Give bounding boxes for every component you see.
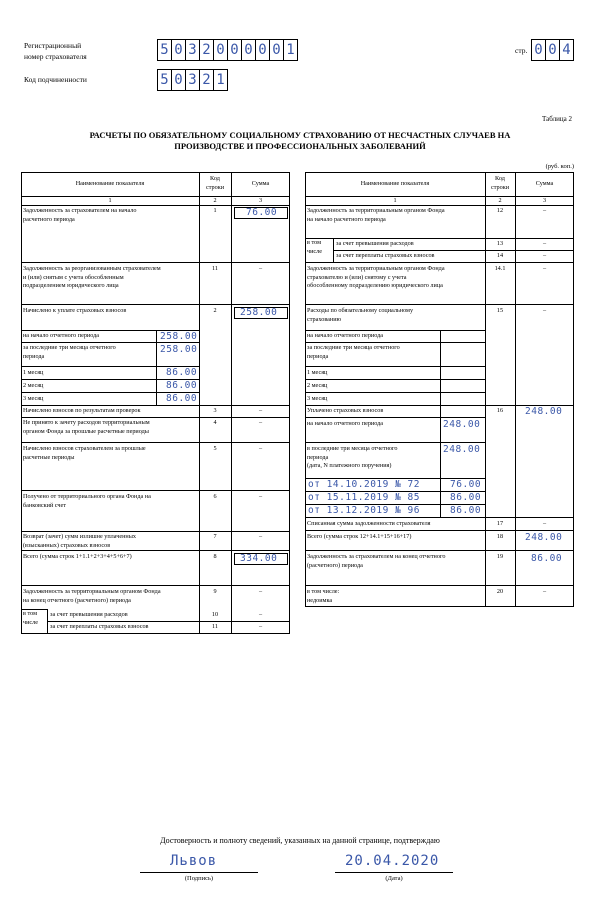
row-13-label: за счет превышения расходов bbox=[336, 240, 414, 247]
row-16-code: 16 bbox=[496, 407, 504, 414]
row-6-label: Получено от территориального органа Фонда на банковский счет bbox=[23, 493, 151, 509]
col-number: 3 bbox=[258, 197, 263, 204]
reg-digit: 0 bbox=[270, 40, 284, 60]
row-17-label: Списанная сумма задолженности страхователя bbox=[307, 520, 431, 527]
row-14-1-code: 14.1 bbox=[494, 265, 506, 272]
row-14-code: 14 bbox=[496, 252, 504, 259]
row-14-1-value[interactable]: – bbox=[542, 265, 547, 272]
row-19-label: Задолженность за страхователем на конец отчетного (расчетного) периода bbox=[307, 553, 446, 569]
row-18-value[interactable]: 248.00 bbox=[525, 532, 563, 543]
row-12-code: 12 bbox=[496, 207, 504, 214]
row-3-label: Начислено взносов по результатам проверок bbox=[23, 407, 141, 414]
row-16-start-value[interactable]: 248.00 bbox=[443, 419, 481, 430]
page-title: РАСЧЕТЫ ПО ОБЯЗАТЕЛЬНОМУ СОЦИАЛЬНОМУ СТРАХОВАНИЮ ОТ НЕСЧАСТНЫХ СЛУЧАЕВ НА ПРОИЗВОДСТВЕ И ПРОФЕССИОНАЛЬНЫХ ЗАБОЛЕВАНИЙ bbox=[89, 130, 511, 151]
month-1-label: 1 месяц bbox=[307, 369, 328, 376]
row-2-label: Начислено к уплате страховых взносов bbox=[23, 307, 127, 314]
page-label: стр. bbox=[515, 46, 528, 55]
col-code-header: Код строки bbox=[490, 175, 510, 191]
reg-digit: 3 bbox=[186, 40, 200, 60]
sub-digit: 1 bbox=[216, 72, 225, 88]
payment-order-1-value[interactable]: 76.00 bbox=[450, 479, 482, 490]
month-2-value[interactable]: 86.00 bbox=[166, 380, 198, 391]
row-16-value[interactable]: 248.00 bbox=[525, 406, 563, 417]
row-2-last3-label: за последние три месяца отчетного периода bbox=[23, 344, 116, 360]
signature[interactable]: Львов bbox=[170, 853, 218, 869]
month-2-label: 2 месяц bbox=[307, 382, 328, 389]
row-16-start-label: на начало отчетного периода bbox=[307, 420, 384, 427]
row-14-label: за счет переплаты страховых взносов bbox=[336, 252, 435, 259]
row-16-last3-value[interactable]: 248.00 bbox=[443, 444, 481, 455]
row-12-value[interactable]: – bbox=[542, 207, 547, 214]
row-1-1-label: Задолженность за реорганизованным страхователем и (или) снятым с учета обособленным подразделением юридического лица bbox=[23, 265, 161, 289]
sub-code-label: Код подчиненности bbox=[24, 75, 87, 84]
sub-code-field[interactable] bbox=[157, 69, 228, 91]
row-1-value[interactable]: 76.00 bbox=[246, 207, 278, 218]
row-20-label: в том числе: недоимка bbox=[307, 588, 340, 604]
row-17-code: 17 bbox=[496, 520, 504, 527]
col-number: 1 bbox=[108, 197, 112, 204]
row-13-value[interactable]: – bbox=[542, 240, 547, 247]
row-19-code: 19 bbox=[496, 553, 504, 560]
col-sum-header: Сумма bbox=[535, 180, 554, 187]
row-5-code: 5 bbox=[213, 445, 217, 452]
row-1-1-code: 11 bbox=[212, 265, 218, 272]
page-digit: 0 bbox=[546, 40, 560, 60]
month-1-label: 1 месяц bbox=[23, 369, 44, 376]
row-19-value[interactable]: 86.00 bbox=[531, 553, 563, 564]
row-20-code: 20 bbox=[496, 588, 504, 595]
col-code-header: Код строки bbox=[205, 175, 225, 191]
row-5-value[interactable]: – bbox=[258, 445, 263, 452]
row-10-code: 10 bbox=[211, 611, 219, 618]
row-5-label: Начислено взносов страхователем за прошлые расчетные периоды bbox=[23, 445, 146, 461]
reg-number-label: Регистрационный номер страхователя bbox=[24, 41, 87, 61]
sub-digit: 3 bbox=[186, 70, 200, 90]
row-10-value[interactable]: – bbox=[258, 611, 263, 618]
unit-label: (руб. коп.) bbox=[545, 163, 574, 170]
row-8-value[interactable]: 334.00 bbox=[240, 553, 278, 564]
date-field[interactable]: 20.04.2020 bbox=[345, 853, 440, 869]
reg-digit: 0 bbox=[256, 40, 270, 60]
row-9-value[interactable]: – bbox=[258, 588, 263, 595]
row-13-code: 13 bbox=[496, 240, 504, 247]
row-12-label: Задолженность за территориальным органом Фонда на начало расчетного периода bbox=[307, 207, 445, 223]
row-7-code: 7 bbox=[213, 533, 217, 540]
date-label: (Дата) bbox=[385, 875, 403, 882]
col-number: 2 bbox=[498, 197, 502, 204]
row-1-code: 1 bbox=[213, 207, 217, 214]
row-16-last3-label: в последние три месяца отчетного периода (дата, N платежного поручения) bbox=[307, 445, 398, 469]
row-6-value[interactable]: – bbox=[258, 493, 263, 500]
payment-order-1[interactable]: от 14.10.2019 № 72 bbox=[308, 479, 420, 490]
row-15-last3-label: за последние три месяца отчетного периода bbox=[307, 344, 400, 360]
row-8-label: Всего (сумма строк 1+1.1+2+3+4+5+6+7) bbox=[23, 553, 132, 560]
row-11-code: 11 bbox=[212, 623, 218, 630]
payment-order-3-value[interactable]: 86.00 bbox=[450, 505, 482, 516]
row-18-code: 18 bbox=[496, 533, 504, 540]
reg-digit: 2 bbox=[200, 40, 214, 60]
col-number: 1 bbox=[393, 197, 397, 204]
col-number: 3 bbox=[542, 197, 547, 204]
row-8-code: 8 bbox=[213, 553, 217, 560]
row-3-value[interactable]: – bbox=[258, 407, 263, 414]
row-2-start-label: на начало отчетного периода bbox=[23, 332, 100, 339]
row-9-code: 9 bbox=[213, 588, 217, 595]
row-4-label: Не принято к зачету расходов территориальным органом Фонда за прошлые расчетные периоды bbox=[23, 419, 150, 435]
table-number: Таблица 2 bbox=[542, 115, 572, 123]
row-7-value[interactable]: – bbox=[258, 533, 263, 540]
page-number-field[interactable] bbox=[531, 39, 574, 61]
row-6-code: 6 bbox=[213, 493, 217, 500]
sub-digit: 2 bbox=[200, 70, 214, 90]
row-7-label: Возврат (зачет) сумм излишне уплаченных (взысканных) страховых взносов bbox=[23, 533, 136, 549]
row-2-last3-value[interactable]: 258.00 bbox=[160, 344, 198, 355]
month-3-value[interactable]: 86.00 bbox=[166, 393, 198, 404]
page-digit: 0 bbox=[532, 40, 546, 60]
row-3-code: 3 bbox=[213, 407, 217, 414]
reg-digit: 0 bbox=[172, 40, 186, 60]
row-1-label: Задолженность за страхователем на начало расчетного периода bbox=[23, 207, 137, 223]
row-4-code: 4 bbox=[213, 419, 217, 426]
reg-digit: 0 bbox=[228, 40, 242, 60]
signature-label: (Подпись) bbox=[184, 875, 214, 882]
page-digit: 4 bbox=[562, 42, 571, 58]
row-20-value[interactable]: – bbox=[542, 588, 547, 595]
month-3-label: 3 месяц bbox=[307, 395, 328, 402]
row-2-code: 2 bbox=[213, 307, 217, 314]
confirmation-text: Достоверность и полноту сведений, указанных на данной странице, подтверждаю bbox=[160, 836, 440, 845]
row-14-value[interactable]: – bbox=[542, 252, 547, 259]
row-15-code: 15 bbox=[496, 307, 504, 314]
reg-number-field[interactable] bbox=[157, 39, 298, 61]
reg-digit: 0 bbox=[214, 40, 228, 60]
row-2-value[interactable]: 258.00 bbox=[240, 307, 278, 318]
col-number: 2 bbox=[213, 197, 217, 204]
row-9-label: Задолженность за территориальным органом Фонда на конец отчетного (расчетного) периода bbox=[23, 588, 161, 604]
col-sum-header: Сумма bbox=[251, 180, 270, 187]
payment-order-2-value[interactable]: 86.00 bbox=[450, 492, 482, 503]
month-2-label: 2 месяц bbox=[23, 382, 44, 389]
row-10-label: за счет превышения расходов bbox=[50, 611, 128, 618]
including-label: в том числе bbox=[23, 610, 39, 626]
payment-order-3[interactable]: от 13.12.2019 № 96 bbox=[308, 505, 420, 516]
row-2-start-value[interactable]: 258.00 bbox=[160, 331, 198, 342]
month-1-value[interactable]: 86.00 bbox=[166, 367, 198, 378]
reg-digit: 5 bbox=[158, 40, 172, 60]
col-name-header: Наименование показателя bbox=[75, 180, 145, 187]
col-name-header: Наименование показателя bbox=[360, 180, 430, 187]
row-17-value[interactable]: – bbox=[542, 520, 547, 527]
row-18-label: Всего (сумма строк 12+14.1+15+16+17) bbox=[307, 533, 412, 540]
reg-digit: 1 bbox=[286, 42, 295, 58]
sub-digit: 0 bbox=[172, 70, 186, 90]
including-label: в том числе bbox=[307, 239, 323, 255]
reg-digit: 0 bbox=[242, 40, 256, 60]
row-15-start-label: на начало отчетного периода bbox=[307, 332, 384, 339]
row-4-value[interactable]: – bbox=[258, 419, 263, 426]
sub-digit: 5 bbox=[158, 70, 172, 90]
row-11-value[interactable]: – bbox=[258, 623, 263, 630]
row-1-1-value[interactable]: – bbox=[258, 265, 263, 272]
row-15-value[interactable]: – bbox=[542, 307, 547, 314]
month-3-label: 3 месяц bbox=[23, 395, 44, 402]
row-14-1-label: Задолженность за территориальным органом Фонда страхователю и (или) снятому с учета обособленному подразделению юридического лица bbox=[307, 265, 445, 289]
row-15-label: Расходы по обязательному социальному страхованию bbox=[307, 307, 414, 323]
payment-order-2[interactable]: от 15.11.2019 № 85 bbox=[308, 492, 420, 503]
row-11-label: за счет переплаты страховых взносов bbox=[50, 623, 149, 630]
row-16-label: Уплачено страховых взносов bbox=[307, 407, 384, 414]
